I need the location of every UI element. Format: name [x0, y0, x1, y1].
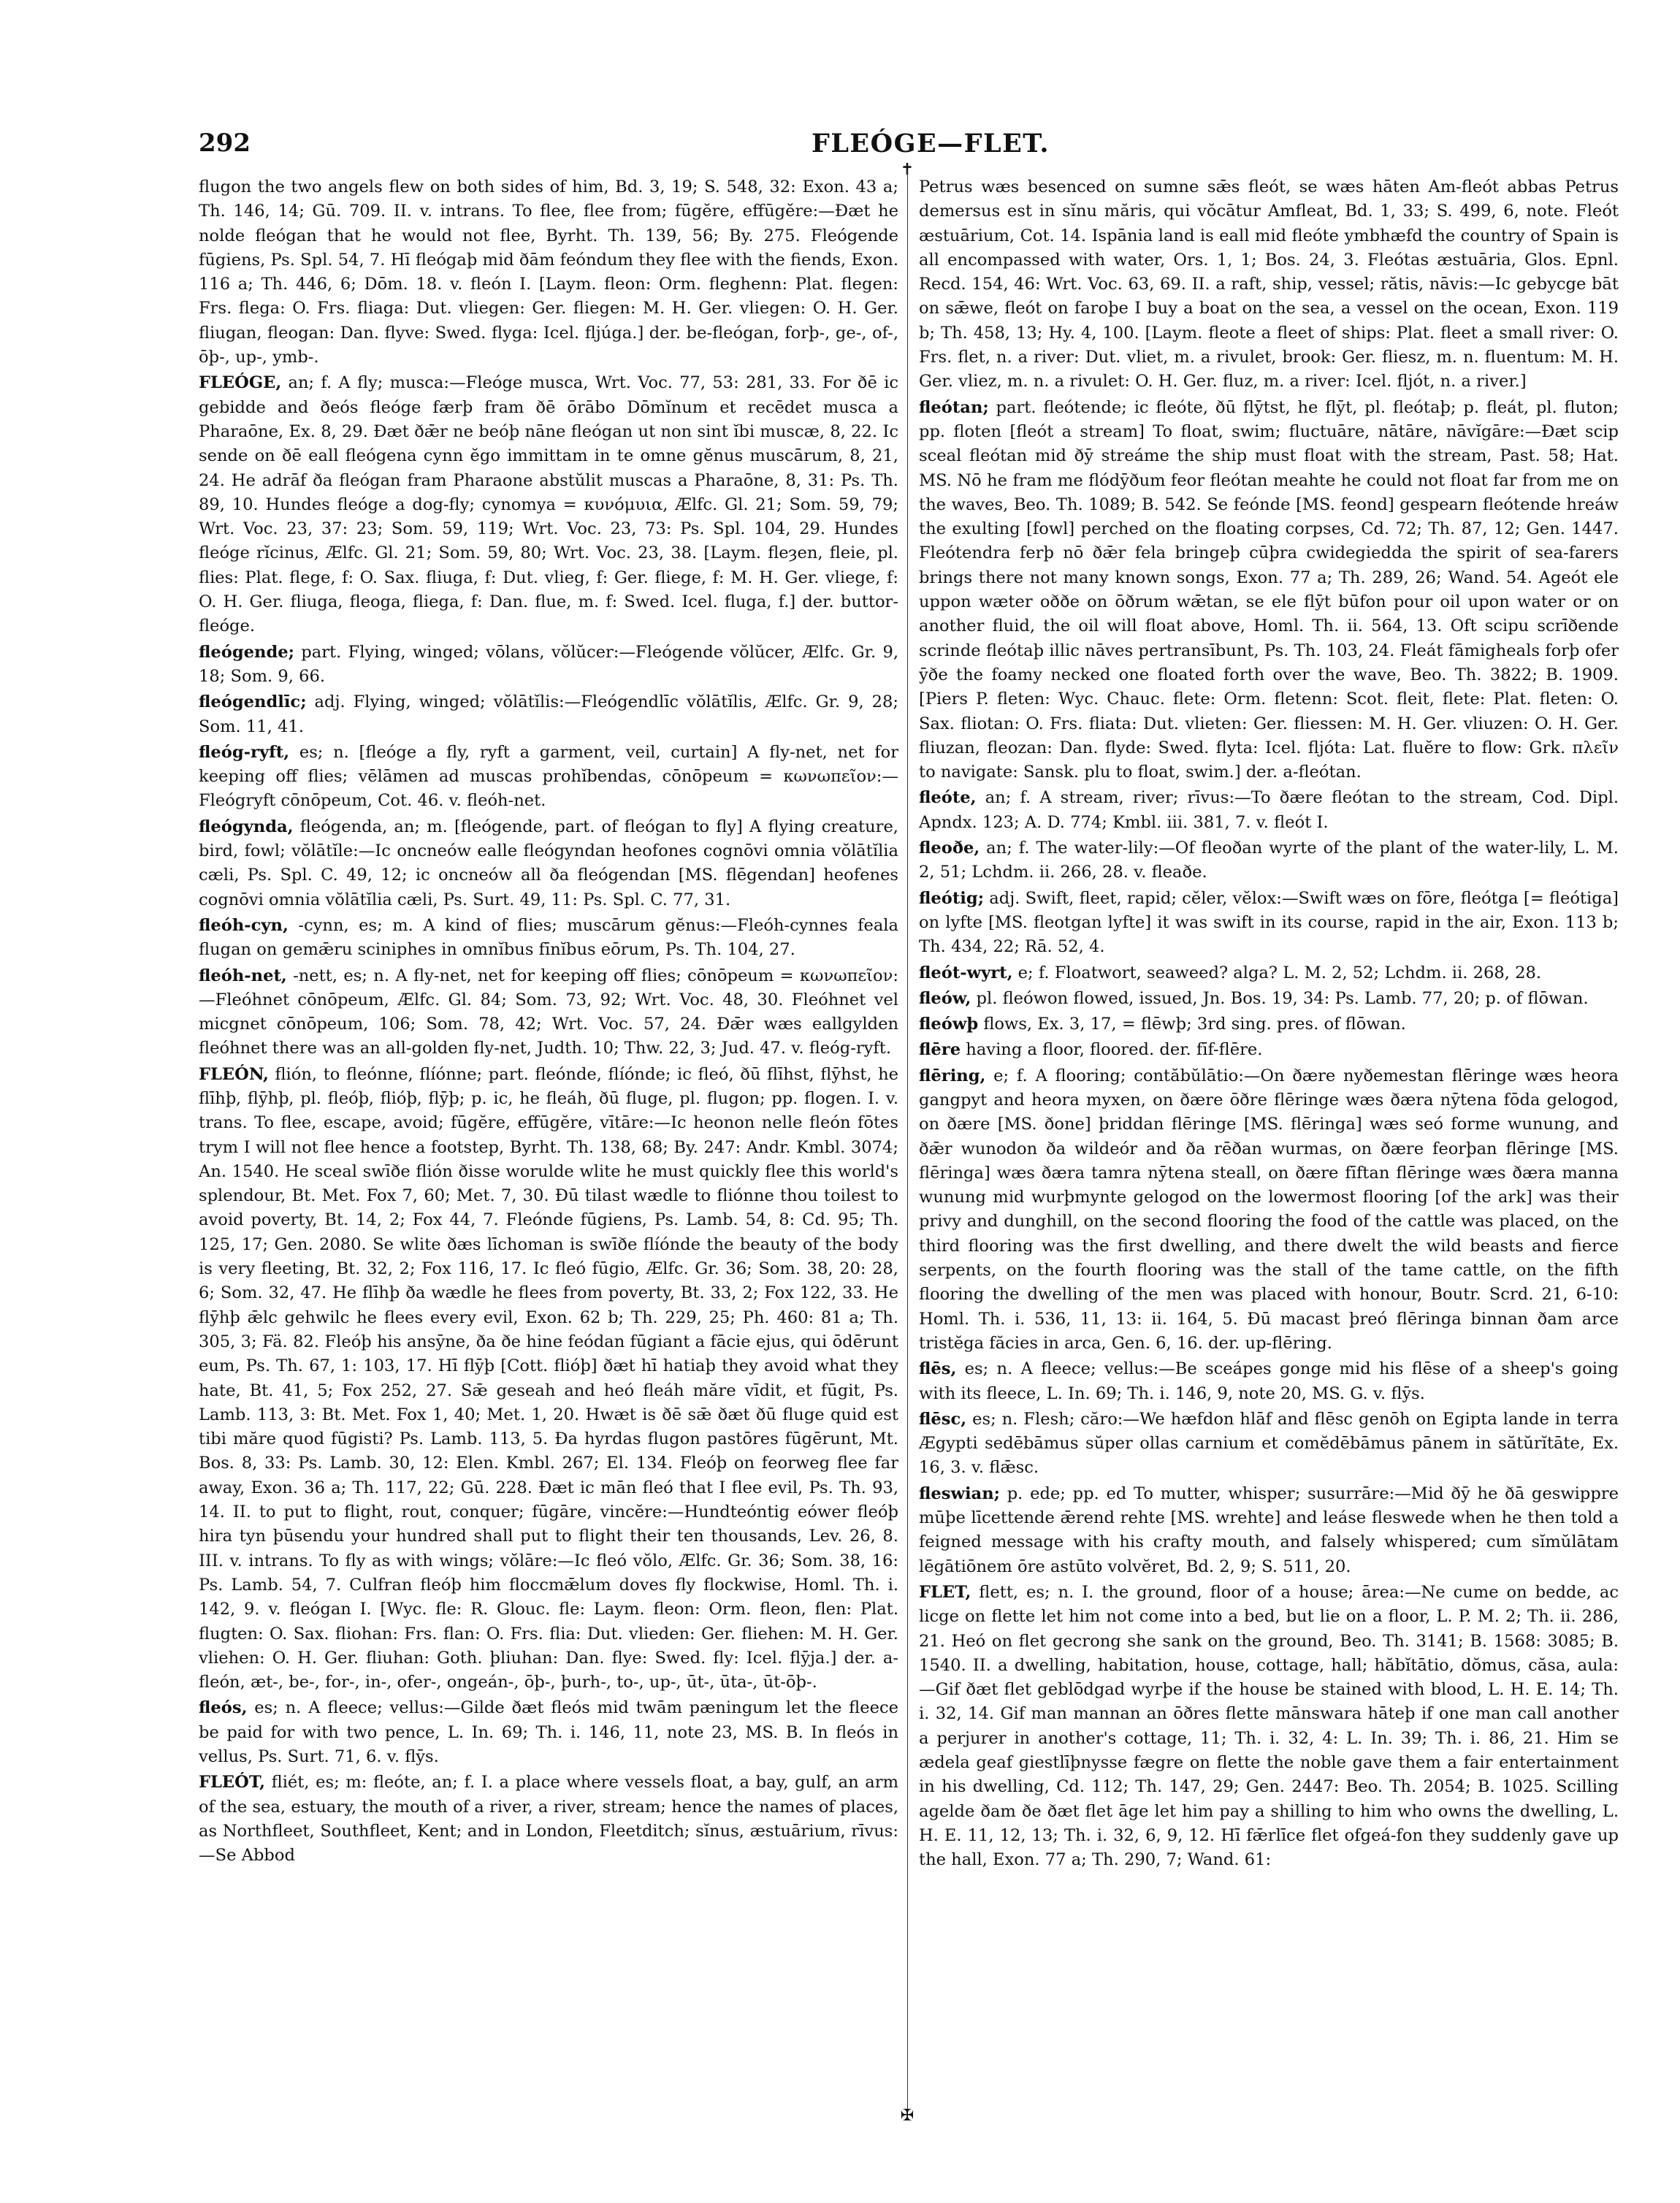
- entry-headword: flēring,: [919, 1066, 986, 1085]
- dictionary-entry: [919, 1038, 1619, 1062]
- dictionary-entry: [919, 987, 1619, 1011]
- entry-text: -nett, es; n. A fly-net, net for keeping off flies; cōnōpeum = κωνωπεῖον:—Fleóhnet cōnōpeum, Ælfc. Gl. 84; Som. 73, 92; Wrt. Voc. 48, 30. Fleóhnet vel micgnet cōnōpeum, 106; Som. 78, 42; Wrt. Voc. 57, 24. Ðǣr wæs eallgylden fleóhnet there was an all-golden fly-net, Judth. 10; Thw. 22, 3; Jud. 47. v. fleóg-ryft.: [199, 966, 898, 1058]
- entry-headword: fleówþ: [919, 1015, 979, 1034]
- dictionary-entry: [919, 1012, 1619, 1036]
- entry-headword: flēs,: [919, 1359, 957, 1379]
- entry-text: adj. Swift, fleet, rapid; cĕler, vĕlox:—Swift wæs on fōre, fleótga [= fleótiga] on lyfte [MS. fleotgan lyfte] it was swift in its course, rapid in the air, Exon. 113 b; Th. 434, 22; Rā. 52, 4.: [919, 888, 1619, 957]
- entry-text: part. fleótende; ic fleóte, ðū flȳtst, he flȳt, pl. fleótaþ; p. fleát, pl. fluton; pp. floten [fleót a stream] To float, swim; fluctuāre, nātāre, nāvĭgāre:—Ðæt scip sceal fleótan mid ðȳ streáme the ship must float with the stream, Past. 58; Hat. MS. Nō he fram me flódȳðum feor fleótan meahte he could not float far from me on the waves, Beo. Th. 1089; B. 542. Se feónde [MS. feond] gespearn fleótende hreáw the exulting [fowl] perched on the floating corpses, Cd. 72; Th. 87, 12; Gen. 1447. Fleótendra ferþ nō ðǣr fela bringeþ cūþra cwidegiedda the spirit of sea-farers brings there not many known songs, Exon. 77 a; Th. 289, 26; Wand. 54. Ageót ele uppon wæter oððe on ōðrum wǣtan, se ele flȳt būfon pour oil upon water or on another fluid, the oil will float above, Homl. Th. ii. 564, 13. Oft scipu scrīðende scrinde fleótaþ illic nāves pertransībunt, Ps. Th. 103, 24. Fleát fāmigheals forþ ofer ȳðe the foamy necked one floated forth over the wave, Beo. Th. 3822; B. 1909. [Piers P. fleten: Wyc. Chauc. flete: Orm. fletenn: Scot. fleit, flete: Plat. fleten: O. Sax. fliotan: O. Frs. fliata: Dut. vlieten: Ger. fliessen: M. H. Ger. vliuzen: O. H. Ger. fliuzan, fleozan: Dan. flyde: Swed. flyta: Icel. fljóta: Lat. fluĕre to flow: Grk. πλεῖν to navigate: Sansk. plu to float, swim.] der. a-fleótan.: [919, 397, 1619, 782]
- entry-text: e; f. A flooring; contăbŭlātio:—On ðære nyðemestan flēringe wæs heora gangpyt and heora myxen, on ðære ōðre flēringe wæs ðæra nȳtena fōda gelogod, on ðære [MS. ðone] þriddan flēringe [MS. flēringa] wæs seó forme wunung, and ðǣr wunodon ða wildeór and ða rēðan wurmas, on ðære feorþan flēringe [MS. flēringa] wæs ðæra tamra nȳtena steall, on ðære fīftan flēringe wæs ðæra manna wunung mid wurþmynte gelogod on the lowermost flooring [of the ark] was their privy and dunghill, on the second flooring the food of the cattle was placed, on the third flooring was the first dwelling, and there dwelt the wild beasts and fierce serpents, on the fourth flooring was the stall of the tame cattle, on the fifth flooring the dwelling of the men was placed with honour, Boutr. Scrd. 21, 6-10: Homl. Th. i. 536, 11, 13: ii. 164, 5. Ðū macast þreó flēringa binnan ðam arce tristĕga făcies in arca, Gen. 6, 16. der. up-flēring.: [919, 1066, 1619, 1353]
- entry-text: an; f. A fly; musca:—Fleóge musca, Wrt. Voc. 77, 53: 281, 33. For ðē ic gebidde and ðeós fleóge færþ fram ðē ōrābo Dōmĭnum et recēdet musca a Pharaōne, Ex. 8, 29. Ðæt ðǣr ne beóþ nāne fleógan ut non sint ĭbi muscæ, 8, 22. Ic sende on ðē eall fleógena cynn ĕgo immittam in te omne gĕnus muscārum, 8, 21, 24. He adrāf ða fleógan fram Pharaone abstŭlit muscas a Pharaōne, 8, 31: Ps. Th. 89, 10. Hundes fleóge a dog-fly; cynomya = κυνόμυια, Ælfc. Gl. 21; Som. 59, 79; Wrt. Voc. 23, 37: 23; Som. 59, 119; Wrt. Voc. 23, 73: Ps. Spl. 104, 29. Hundes fleóge rĭcinus, Ælfc. Gl. 21; Som. 59, 80; Wrt. Voc. 23, 38. [Laym. fleȝen, fleie, pl. flies: Plat. flege, f: O. Sax. fliuga, f: Dut. vlieg, f: Ger. fliege, f: M. H. Ger. vliege, f: O. H. Ger. fliuga, fleoga, fliega, f: Dan. flue, m. f: Swed. Icel. fluga, f.] der. buttor-fleóge.: [199, 373, 898, 636]
- dictionary-entry: [919, 1357, 1619, 1406]
- entry-text: es; n. [fleóge a fly, ryft a garment, veil, curtain] A fly-net, net for keeping off flies; vēlāmen ad muscas prohĭbendas, cōnōpeum = κωνωπεῖον:—Fleógryft cōnōpeum, Cot. 46. v. fleóh-net.: [199, 742, 898, 811]
- entry-text: an; f. The water-lily:—Of fleoðan wyrte of the plant of the water-lily, L. M. 2, 51; Lchdm. ii. 266, 28. v. fleaðe.: [919, 839, 1619, 882]
- dictionary-entry: [919, 1482, 1619, 1579]
- entry-text: flugon the two angels flew on both sides of him, Bd. 3, 19; S. 548, 32: Exon. 43 a; Th. 146, 14; Gū. 709. II. v. intrans. To flee, flee from; fūgĕre, effūgĕre:—Ðæt he nolde fleógan that he would not flee, Byrht. Th. 139, 56; By. 275. Fleógende fūgiens, Ps. Spl. 54, 7. Hī fleógaþ mid ðām feóndum they flee with the fiends, Exon. 116 a; Th. 446, 6; Dōm. 18. v. fleón I. [Laym. fleon: Orm. fleghenn: Plat. flegen: Frs. flega: O. Frs. fliaga: Dut. vliegen: Ger. fliegen: M. H. Ger. vliegen: O. H. Ger. fliugan, fleogan: Dan. flyve: Swed. flyga: Icel. fljúga.] der. be-fleógan, forþ-, ge-, of-, ōþ-, up-, ymb-.: [199, 177, 898, 367]
- entry-text: part. Flying, winged; vōlans, vŏlŭcer:—Fleógende vŏlŭcer, Ælfc. Gr. 9, 18; Som. 9, 66.: [199, 642, 898, 686]
- dictionary-entry: [919, 786, 1619, 835]
- page-header: [199, 129, 1662, 165]
- entry-text: fleógenda, an; m. [fleógende, part. of fleógan to fly] A flying creature, bird, fowl; vŏlātĭle:—Ic oncneów ealle fleógyndan heofones cognōvi omnia vŏlātĭlia cæli, Ps. Spl. C. 49, 12; ic oncneów all ða fleógendan [MS. flēgendan] heofenes cognōvi omnia vŏlātĭlia cæli, Ps. Surt. 49, 11: Ps. Spl. C. 77, 31.: [199, 817, 898, 909]
- dictionary-entry: [199, 1771, 898, 1868]
- entry-text: fliét, es; m: fleóte, an; f. I. a place where vessels float, a bay, gulf, an arm of the sea, estuary, the mouth of a river, a river, stream; hence the names of places, as Northfleet, Southfleet, Kent; and in London, Fleetditch; sĭnus, æstuārium, rīvus:—Se Abbod: [199, 1773, 898, 1866]
- entry-text: flows, Ex. 3, 17, = flēwþ; 3rd sing. pres. of flōwan.: [983, 1015, 1406, 1034]
- dictionary-entry: [919, 1408, 1619, 1481]
- entry-text: es; n. A fleece; vellus:—Be sceápes gonge mid his flēse of a sheep's going with its fleece, L. In. 69; Th. i. 146, 9, note 20, MS. G. v. flȳs.: [919, 1359, 1619, 1403]
- entry-text: having a floor, floored. der. fīf-flēre.: [966, 1040, 1263, 1060]
- dictionary-entry: [199, 815, 898, 912]
- entry-headword: fleóte,: [919, 788, 977, 808]
- dictionary-entry: [199, 1696, 898, 1769]
- dictionary-entry: [199, 741, 898, 814]
- running-head: FLEÓGE—FLET.: [811, 129, 1050, 159]
- entry-headword: fleógendlīc;: [199, 692, 307, 712]
- entry-headword: fleótig;: [919, 888, 985, 908]
- column-divider-bottom-ornament: ✠: [900, 2107, 915, 2125]
- entry-headword: flēsc,: [919, 1409, 967, 1429]
- entry-headword: fleoðe,: [919, 839, 980, 858]
- entry-text: adj. Flying, winged; vŏlātĭlis:—Fleógendlīc vŏlātĭlis, Ælfc. Gr. 9, 28; Som. 11, 41.: [199, 692, 898, 736]
- entry-headword: fleótan;: [919, 397, 989, 417]
- entry-headword: fleós,: [199, 1698, 248, 1718]
- dictionary-entry: [919, 175, 1619, 394]
- dictionary-entry: [919, 836, 1619, 885]
- entry-text: pl. fleówon flowed, issued, Jn. Bos. 19, 34: Ps. Lamb. 77, 20; p. of flōwan.: [976, 988, 1589, 1008]
- dictionary-entry: [199, 641, 898, 690]
- page-number: 292: [199, 129, 251, 158]
- entry-headword: fleóh-cyn,: [199, 915, 289, 935]
- entry-text: flión, to fleónne, flíónne; part. fleónde, flíónde; ic fleó, ðū flīhst, flȳhst, he flīhþ, flȳhþ, pl. fleóþ, flióþ, flȳþ; p. ic, he fleáh, ðū fluge, pl. flugon; pp. flogen. I. v. trans. To flee, escape, avoid; fūgĕre, effūgĕre, vītāre:—Ic heonon nelle fleón fōtes trym I will not flee hence a footstep, Byrht. Th. 138, 68; By. 247: Andr. Kmbl. 3074; An. 1540. He sceal swīðe flión ðisse worulde wlite he must quickly flee this world's splendour, Bt. Met. Fox 7, 60; Met. 7, 30. Ðū tilast wædle to fliónne thou toilest to avoid poverty, Bt. 14, 2; Fox 44, 7. Fleónde fūgiens, Ps. Lamb. 54, 8: Cd. 95; Th. 125, 17; Gen. 2080. Se wlite ðæs līchoman is swīðe flíónde the beauty of the body is very fleeting, Bt. 32, 2; Fox 116, 17. Ic fleó fūgio, Ælfc. Gr. 36; Som. 38, 20: 28, 6; Som. 32, 47. He flīhþ ða wædle he flees from poverty, Bt. 33, 2; Fox 122, 33. He flȳhþ ǣlc gehwilc he flees every evil, Exon. 62 b; Th. 229, 25; Ph. 460: 81 a; Th. 305, 3; Fä. 82. Fleóþ his ansȳne, ða ðe hine feódan fūgiant a fācie ejus, qui ōdērunt eum, Ps. Th. 67, 1: 103, 17. Hī flȳþ [Cott. flióþ] ðæt hī hatiaþ they avoid what they hate, Bt. 41, 5; Fox 252, 27. Sǣ geseah and heó fleáh măre vīdit, et fūgit, Ps. Lamb. 113, 3: Bt. Met. Fox 1, 40; Met. 1, 20. Hwæt is ðē sǣ ðæt ðū fluge quid est tibi măre quod fūgisti? Ps. Lamb. 113, 5. Ða hyrdas flugon pastōres fūgērunt, Mt. Bos. 8, 33: Ps. Lamb. 30, 12: Elen. Kmbl. 267; El. 134. Fleóþ on feorweg flee far away, Exon. 36 a; Th. 117, 22; Gū. 228. Ðæt ic mān fleó that I flee evil, Ps. Th. 93, 14. II. to put to flight, rout, conquer; fūgāre, vincĕre:—Hundteóntig eówer fleóþ hira tyn þūsendu your hundred shall put to flight their ten thousands, Lev. 26, 8. III. v. intrans. To fly as with wings; vŏlāre:—Ic fleó vŏlo, Ælfc. Gr. 36; Som. 38, 16: Ps. Lamb. 54, 7. Culfran fleóþ him floccmǣlum doves fly flockwise, Homl. Th. i. 142, 9. v. fleógan I. [Wyc. fle: R. Glouc. fle: Laym. fleon: Orm. fleon, flen: Plat. flugten: O. Sax. fliohan: Frs. flan: O. Frs. flia: Dut. vlieden: Ger. fliehen: M. H. Ger. vliehen: O. H. Ger. fliuhan: Goth. þliuhan: Dan. flye: Swed. fly: Icel. flȳja.] der. a-fleón, æt-, be-, for-, in-, ofer-, ongeán-, ōþ-, þurh-, to-, up-, ūt-, ūta-, ūt-ōþ-.: [199, 1064, 898, 1692]
- dictionary-entry: [919, 961, 1619, 985]
- entry-headword: fleógende;: [199, 642, 294, 662]
- entry-text: -cynn, es; m. A kind of flies; muscārum gĕnus:—Fleóh-cynnes feala flugan on gemǣru sciniphes in omnĭbus fīnĭbus eōrum, Ps. Th. 104, 27.: [199, 915, 898, 960]
- left-column: [199, 175, 898, 2111]
- entry-headword: FLEÓGE,: [199, 373, 282, 393]
- entry-text: an; f. A stream, river; rīvus:—To ðære fleótan to the stream, Cod. Dipl. Apndx. 123; A. D. 774; Kmbl. iii. 381, 7. v. fleót I.: [919, 788, 1619, 832]
- entry-headword: fleów,: [919, 988, 971, 1008]
- column-divider: [907, 169, 908, 2116]
- entry-headword: fleót-wyrt,: [919, 963, 1013, 982]
- dictionary-entry: [919, 1064, 1619, 1356]
- entry-text: p. ede; pp. ed To mutter, whisper; susurrāre:—Mid ðȳ he ðā geswippre mūþe līcettende ǣrend rehte [MS. wrehte] and leáse fleswede when he then told a feigned message with his crafty mouth, and falsely whispered; cum sĭmŭlātam lēgātiōnem ōre astūto volvĕret, Bd. 2, 9; S. 511, 20.: [919, 1484, 1619, 1576]
- dictionary-entry: [919, 887, 1619, 960]
- entry-headword: FLEÓN,: [199, 1064, 269, 1084]
- dictionary-entry: [919, 396, 1619, 785]
- entry-text: es; n. A fleece; vellus:—Gilde ðæt fleós mid twām pæningum let the fleece be paid for with two pence, L. In. 69; Th. i. 146, 11, note 23, MS. B. In fleós in vellus, Ps. Surt. 71, 6. v. flȳs.: [199, 1698, 898, 1766]
- right-column: [919, 175, 1619, 2111]
- dictionary-entry: [199, 964, 898, 1061]
- dictionary-entry: [199, 1063, 898, 1695]
- entry-text: e; f. Floatwort, seaweed? alga? L. M. 2, 52; Lchdm. ii. 268, 28.: [1017, 963, 1542, 982]
- dictionary-entry: [919, 1581, 1619, 1873]
- entry-text: Petrus wæs besenced on sumne sǣs fleót, se wæs hāten Am-fleót abbas Petrus demersus est in sĭnu măris, qui vŏcātur Amfleat, Bd. 1, 33; S. 499, 6, note. Fleót æstuārium, Cot. 14. Ispānia land is eall mid fleóte ymbhæfd the country of Spain is all encompassed with water, Ors. 1, 1; Bos. 24, 3. Fleótas æstuāria, Glos. Epnl. Recd. 154, 46: Wrt. Voc. 63, 69. II. a raft, ship, vessel; rătis, nāvis:—Ic gebycge bāt on sǣwe, fleót on faroþe I buy a boat on the sea, a vessel on the ocean, Exon. 119 b; Th. 458, 13; Hy. 4, 100. [Laym. fleote a fleet of ships: Plat. fleet a small river: O. Frs. flet, n. a river: Dut. vliet, m. a rivulet, brook: Ger. fliesz, m. n. fluentum: M. H. Ger. vliez, m. n. a rivulet: O. H. Ger. fluz, m. a river: Icel. fljót, n. a river.]: [919, 177, 1619, 392]
- dictionary-entry: [199, 690, 898, 739]
- column-divider-top-ornament: ✝: [900, 161, 915, 179]
- entry-text: flett, es; n. I. the ground, floor of a house; ārea:—Ne cume on bedde, ac licge on flette let him not come into a bed, but lie on a floor, L. P. M. 2; Th. ii. 286, 21. Heó on flet gecrong she sank on the ground, Beo. Th. 3141; B. 1568: 3085; B. 1540. II. a dwelling, habitation, house, cottage, hall; hăbĭtātio, dŏmus, căsa, aula:—Gif ðæt flet geblōdgad wyrþe if the house be stained with blood, L. H. E. 14; Th. i. 32, 14. Gif man mannan an ōðres flette mānswara hāteþ if one man call another a perjurer in another's cottage, 11; Th. i. 32, 4: L. In. 39; Th. i. 86, 21. Him se ædela geaf giestlīþnysse fægre on flette the noble gave them a fair entertainment in his dwelling, Cd. 112; Th. 147, 29; Gen. 2447: Beo. Th. 2054; B. 1025. Scilling agelde ðam ðe ðæt flet āge let him pay a shilling to him who owns the dwelling, L. H. E. 11, 12, 13; Th. i. 32, 6, 9, 12. Hī fǣrlīce flet ofgeá-fon they suddenly gave up the hall, Exon. 77 a; Th. 290, 7; Wand. 61:: [919, 1582, 1619, 1870]
- entry-headword: fleógynda,: [199, 817, 294, 836]
- dictionary-entry: [199, 175, 898, 370]
- dictionary-entry: [199, 914, 898, 963]
- entry-headword: FLET,: [919, 1582, 971, 1602]
- entry-headword: fleswian;: [919, 1484, 1000, 1503]
- entry-headword: FLEÓT,: [199, 1773, 266, 1792]
- dictionary-entry: [199, 371, 898, 638]
- entry-headword: fleóg-ryft,: [199, 742, 290, 762]
- entry-headword: fleóh-net,: [199, 966, 287, 985]
- entry-headword: flēre: [919, 1040, 961, 1060]
- entry-text: es; n. Flesh; căro:—We hæfdon hlāf and flēsc genōh on Egipta lande in terra Ægypti sedēbāmus sŭper ollas carnium et comĕdēbāmus pānem in sătŭrĭtāte, Ex. 16, 3. v. flǣsc.: [919, 1409, 1619, 1478]
